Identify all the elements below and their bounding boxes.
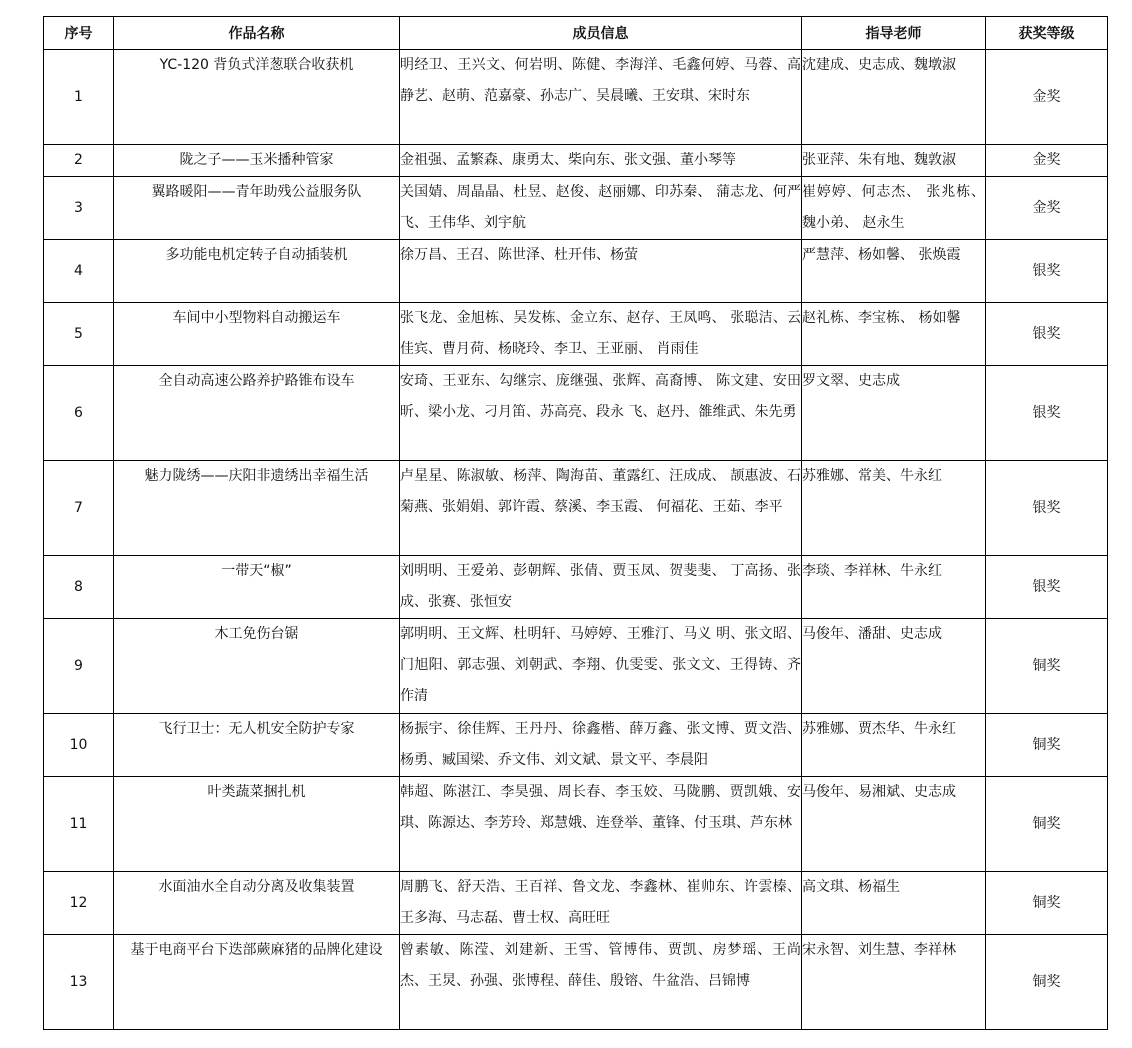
table-row [44, 145, 1108, 177]
cell-advisor: 马俊年、易湘斌、史志成 [802, 777, 986, 872]
cell-serial-number: 8 [44, 556, 114, 619]
cell-work-title: 水面油水全自动分离及收集装置 [114, 872, 400, 935]
cell-members: 关国婧、周晶晶、杜昱、赵俊、赵丽娜、印苏秦、 蒲志龙、何严飞、王伟华、刘宇航 [400, 177, 802, 240]
cell-advisor: 沈建成、史志成、魏墩淑 [802, 50, 986, 145]
cell-work-title: 飞行卫士：无人机安全防护专家 [114, 714, 400, 777]
cell-serial-number: 6 [44, 366, 114, 461]
table-row [44, 50, 1108, 145]
table-row [44, 366, 1108, 461]
header-serial-number: 序号 [44, 17, 114, 50]
cell-members: 张飞龙、金旭栋、吴发栋、金立东、赵存、王凤鸣、 张聪洁、云佳宾、曹月荷、杨晓玲、李卫、王亚丽、 肖雨佳 [400, 303, 802, 366]
cell-members: 刘明明、王爱弟、彭朝辉、张倩、贾玉凤、贺斐斐、 丁高扬、张成、张赛、张恒安 [400, 556, 802, 619]
header-advisor: 指导老师 [802, 17, 986, 50]
cell-members: 周鹏飞、舒天浩、王百祥、鲁文龙、李鑫林、崔帅东、许雲榛、王多海、马志磊、曹士权、高旺旺 [400, 872, 802, 935]
cell-award-level: 铜奖 [986, 935, 1108, 1030]
cell-award-level: 银奖 [986, 556, 1108, 619]
cell-serial-number: 13 [44, 935, 114, 1030]
cell-work-title: 木工免伤台锯 [114, 619, 400, 714]
cell-members: 金祖强、孟繁森、康勇太、柴向东、张文强、董小琴等 [400, 145, 802, 177]
table-row [44, 619, 1108, 714]
cell-members: 安琦、王亚东、勾继宗、庞继强、张辉、高裔博、 陈文建、安田昕、梁小龙、刁月笛、苏高亮、段永 飞、赵丹、雒维武、朱先勇 [400, 366, 802, 461]
header-award-level: 获奖等级 [986, 17, 1108, 50]
cell-work-title: 翼路暖阳——青年助残公益服务队 [114, 177, 400, 240]
cell-advisor: 张亚萍、朱有地、魏敦淑 [802, 145, 986, 177]
cell-award-level: 铜奖 [986, 714, 1108, 777]
cell-advisor: 李琰、李祥林、牛永红 [802, 556, 986, 619]
cell-members: 明经卫、王兴文、何岩明、陈健、李海洋、毛鑫何婷、马蓉、高静艺、赵萌、范嘉豪、孙志广、吴晨曦、王安琪、宋时东 [400, 50, 802, 145]
cell-award-level: 金奖 [986, 177, 1108, 240]
cell-serial-number: 10 [44, 714, 114, 777]
cell-advisor: 苏雅娜、常美、牛永红 [802, 461, 986, 556]
cell-award-level: 金奖 [986, 145, 1108, 177]
cell-advisor: 马俊年、潘甜、史志成 [802, 619, 986, 714]
cell-work-title: 一带天“椒” [114, 556, 400, 619]
cell-serial-number: 5 [44, 303, 114, 366]
cell-work-title: YC-120 背负式洋葱联合收获机 [114, 50, 400, 145]
cell-members: 徐万昌、王召、陈世泽、杜开伟、杨萤 [400, 240, 802, 303]
cell-serial-number: 2 [44, 145, 114, 177]
cell-serial-number: 7 [44, 461, 114, 556]
cell-members: 杨振宇、徐佳辉、王丹丹、徐鑫楷、薛万鑫、张文博、贾文浩、杨勇、臧国梁、乔文伟、刘文斌、景文平、李晨阳 [400, 714, 802, 777]
cell-advisor: 宋永智、刘生慧、李祥林 [802, 935, 986, 1030]
cell-advisor: 罗文翠、史志成 [802, 366, 986, 461]
cell-serial-number: 9 [44, 619, 114, 714]
cell-award-level: 银奖 [986, 240, 1108, 303]
table-row [44, 556, 1108, 619]
table-row [44, 935, 1108, 1030]
cell-advisor: 苏雅娜、贾杰华、牛永红 [802, 714, 986, 777]
table-row [44, 777, 1108, 872]
table-row [44, 714, 1108, 777]
cell-work-title: 基于电商平台下迭部蕨麻猪的品牌化建设 [114, 935, 400, 1030]
cell-members: 卢星星、陈淑敏、杨萍、陶海苗、董露红、汪成成、 颉惠波、石菊燕、张娟娟、郭许霞、蔡溪、李玉霞、 何福花、王茹、李平 [400, 461, 802, 556]
cell-work-title: 魅力陇绣——庆阳非遗绣出幸福生活 [114, 461, 400, 556]
table-row [44, 303, 1108, 366]
table-row [44, 177, 1108, 240]
table-row [44, 872, 1108, 935]
cell-work-title: 陇之子——玉米播种管家 [114, 145, 400, 177]
cell-serial-number: 11 [44, 777, 114, 872]
header-members: 成员信息 [400, 17, 802, 50]
cell-members: 韩超、陈湛江、李昊强、周长春、李玉姣、马陇鹏、贾凯娥、安琪、陈源达、李芳玲、郑慧娥、连登举、董锋、付玉琪、芦东林 [400, 777, 802, 872]
awards-table-body [44, 50, 1108, 1030]
cell-members: 曾素敏、陈滢、刘建新、王雪、管博伟、贾凯、房梦瑶、王尚杰、王炅、孙强、张博程、薛佳、殷镕、牛盆浩、吕锦博 [400, 935, 802, 1030]
cell-award-level: 铜奖 [986, 777, 1108, 872]
cell-work-title: 多功能电机定转子自动插装机 [114, 240, 400, 303]
header-row [44, 17, 1108, 50]
table-row [44, 461, 1108, 556]
cell-award-level: 金奖 [986, 50, 1108, 145]
cell-advisor: 崔婷婷、何志杰、 张兆栋、魏小弟、 赵永生 [802, 177, 986, 240]
cell-advisor: 高文琪、杨福生 [802, 872, 986, 935]
header-work-title: 作品名称 [114, 17, 400, 50]
cell-advisor: 严慧萍、杨如馨、 张焕霞 [802, 240, 986, 303]
cell-award-level: 铜奖 [986, 619, 1108, 714]
cell-work-title: 车间中小型物料自动搬运车 [114, 303, 400, 366]
cell-members: 郭明明、王文辉、杜明轩、马婷婷、王雅汀、马义 明、张文昭、门旭阳、郭志强、刘朝武、李翔、仇雯雯、张文文、王得铸、齐作清 [400, 619, 802, 714]
cell-award-level: 银奖 [986, 366, 1108, 461]
cell-serial-number: 12 [44, 872, 114, 935]
cell-work-title: 全自动高速公路养护路锥布设车 [114, 366, 400, 461]
cell-advisor: 赵礼栋、李宝栋、 杨如馨 [802, 303, 986, 366]
cell-award-level: 银奖 [986, 461, 1108, 556]
awards-table [43, 16, 1108, 1030]
cell-serial-number: 1 [44, 50, 114, 145]
cell-award-level: 铜奖 [986, 872, 1108, 935]
cell-award-level: 银奖 [986, 303, 1108, 366]
cell-work-title: 叶类蔬菜捆扎机 [114, 777, 400, 872]
cell-serial-number: 4 [44, 240, 114, 303]
cell-serial-number: 3 [44, 177, 114, 240]
table-row [44, 240, 1108, 303]
